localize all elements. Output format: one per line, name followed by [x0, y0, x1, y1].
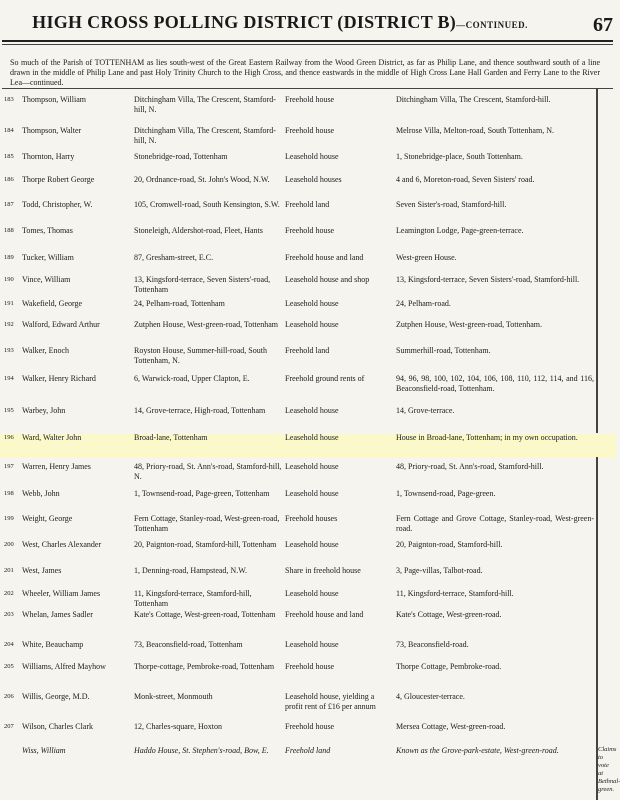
continued-label: —CONTINUED.: [456, 20, 528, 30]
voter-row: [0, 226, 615, 250]
entry-number: 201: [4, 567, 14, 574]
voter-row: [0, 589, 615, 609]
entry-number: 191: [4, 300, 14, 307]
intro-rule: [2, 88, 613, 89]
voter-row: [0, 374, 615, 404]
qualifying-property: Summerhill-road, Tottenham.: [396, 346, 491, 355]
voter-name: Ward, Walter John: [22, 433, 82, 442]
voter-name: Walker, Henry Richard: [22, 374, 96, 383]
voter-row: [0, 433, 615, 457]
voter-row: [0, 126, 615, 150]
voter-name: Walford, Edward Arthur: [22, 320, 100, 329]
voter-name: Vince, William: [22, 275, 71, 284]
qualifying-property: Ditchingham Villa, The Crescent, Stamford-hill.: [396, 95, 551, 104]
voter-row: [0, 175, 615, 197]
qualifying-property: 94, 96, 98, 100, 102, 104, 106, 108, 110, 112, 114, and 116, Beaconsfield-road, Tottenham.: [396, 374, 594, 393]
qualifying-property: Fern Cottage and Grove Cottage, Stanley-road, West-green-road.: [396, 514, 594, 533]
entry-number: 204: [4, 641, 14, 648]
place-of-abode: Monk-street, Monmouth: [134, 692, 213, 701]
place-of-abode: Broad-lane, Tottenham: [134, 433, 208, 442]
voter-row: [0, 152, 615, 174]
place-of-abode: Stoneleigh, Aldershot-road, Fleet, Hants: [134, 226, 263, 235]
voter-name: Wiss, William: [22, 746, 66, 755]
voter-name: Thompson, William: [22, 95, 86, 104]
place-of-abode: 24, Pelham-road, Tottenham: [134, 299, 225, 308]
place-of-abode: Thorpe-cottage, Pembroke-road, Tottenham: [134, 662, 275, 671]
entry-number: 197: [4, 463, 14, 470]
nature-of-qualification: Freehold land: [285, 200, 330, 209]
qualifying-property: House in Broad-lane, Tottenham; in my own occupation.: [396, 433, 578, 442]
voter-row: [0, 299, 615, 317]
entry-number: 198: [4, 490, 14, 497]
voter-name: Warren, Henry James: [22, 462, 91, 471]
qualifying-property: 1, Stonebridge-place, South Tottenham.: [396, 152, 523, 161]
voter-name: Whelan, James Sadler: [22, 610, 93, 619]
nature-of-qualification: Leasehold house: [285, 320, 339, 329]
place-of-abode: 1, Denning-road, Hampstead, N.W.: [134, 566, 248, 575]
entry-number: 183: [4, 96, 14, 103]
page-title: [0, 12, 560, 33]
nature-of-qualification: Freehold house: [285, 95, 335, 104]
voter-row: [0, 610, 615, 636]
header-rule: [2, 40, 613, 42]
place-of-abode: Zutphen House, West-green-road, Tottenham: [134, 320, 279, 329]
voter-name: West, Charles Alexander: [22, 540, 102, 549]
qualifying-property: 4 and 6, Moreton-road, Seven Sisters' road.: [396, 175, 535, 184]
qualifying-property: Zutphen House, West-green-road, Tottenham.: [396, 320, 543, 329]
nature-of-qualification: Freehold ground rents of: [285, 374, 365, 383]
district-description: So much of the Parish of TOTTENHAM as lies south-west of the Great Eastern Railway from the Wood Green District, as far as Philip Lane, and thence southward south of a line drawn in the middle of Philip Lane and past Holy Trinity Church to the High Cross, and thence eastwards in the middle of High Cross Lane Hall Garden and Ferry Lane to the River Lea—continued.: [10, 58, 600, 87]
entry-number: 184: [4, 127, 14, 134]
entry-number: 186: [4, 176, 14, 183]
nature-of-qualification: Leasehold house: [285, 589, 339, 598]
voter-row: [0, 346, 615, 372]
place-of-abode: Ditchingham Villa, The Crescent, Stamford-hill, N.: [134, 126, 276, 145]
nature-of-qualification: Freehold house and land: [285, 610, 364, 619]
entry-number: 187: [4, 201, 14, 208]
voter-row: [0, 462, 615, 486]
nature-of-qualification: Leasehold house, yielding a profit rent of £16 per annum: [285, 692, 376, 711]
entry-number: 192: [4, 321, 14, 328]
voter-name: Wakefield, George: [22, 299, 83, 308]
entry-number: 200: [4, 541, 14, 548]
entry-number: 185: [4, 153, 14, 160]
entry-number: 193: [4, 347, 14, 354]
entry-number: 202: [4, 590, 14, 597]
qualifying-property: 4, Gloucester-terrace.: [396, 692, 465, 701]
nature-of-qualification: Leasehold house and shop: [285, 275, 370, 284]
nature-of-qualification: Freehold house and land: [285, 253, 364, 262]
place-of-abode: 11, Kingsford-terrace, Stamford-hill, Tottenham: [134, 589, 252, 608]
qualifying-property: Leamington Lodge, Page-green-terrace.: [396, 226, 524, 235]
place-of-abode: 20, Paignton-road, Stamford-hill, Tottenham: [134, 540, 277, 549]
nature-of-qualification: Leasehold houses: [285, 175, 342, 184]
qualifying-property: 14, Grove-terrace.: [396, 406, 455, 415]
entry-number: 189: [4, 254, 14, 261]
entry-number: 205: [4, 663, 14, 670]
entry-number: 206: [4, 693, 14, 700]
entry-number: 203: [4, 611, 14, 618]
entry-number: 199: [4, 515, 14, 522]
voter-row: [0, 514, 615, 538]
voter-name: Wheeler, William James: [22, 589, 101, 598]
nature-of-qualification: Freehold land: [285, 346, 330, 355]
qualifying-property: Mersea Cottage, West-green-road.: [396, 722, 506, 731]
qualifying-property: 20, Paignton-road, Stamford-hill.: [396, 540, 503, 549]
qualifying-property: 3, Page-villas, Talbot-road.: [396, 566, 483, 575]
qualifying-property: 13, Kingsford-terrace, Seven Sisters'-road, Stamford-hill.: [396, 275, 580, 284]
header-rule-thin: [2, 44, 613, 45]
voter-row: [0, 566, 615, 586]
qualifying-property: 11, Kingsford-terrace, Stamford-hill.: [396, 589, 514, 598]
voter-name: Walker, Enoch: [22, 346, 70, 355]
place-of-abode: 12, Charles-square, Hoxton: [134, 722, 222, 731]
entry-number: 190: [4, 276, 14, 283]
place-of-abode: 105, Cromwell-road, South Kensington, S.W.: [134, 200, 280, 209]
place-of-abode: 1, Townsend-road, Page-green, Tottenham: [134, 489, 270, 498]
qualifying-property: Melrose Villa, Melton-road, South Tottenham, N.: [396, 126, 554, 135]
place-of-abode: Stonebridge-road, Tottenham: [134, 152, 228, 161]
page-number: 67: [593, 14, 613, 36]
qualifying-property: Thorpe Cottage, Pembroke-road.: [396, 662, 502, 671]
nature-of-qualification: Leasehold house: [285, 152, 339, 161]
voter-name: Todd, Christopher, W.: [22, 200, 93, 209]
qualifying-property: Known as the Grove-park-estate, West-green-road.: [396, 746, 559, 755]
qualifying-property: 48, Priory-road, St. Ann's-road, Stamford-hill.: [396, 462, 544, 471]
voter-row: [0, 640, 615, 658]
nature-of-qualification: Freehold house: [285, 662, 335, 671]
place-of-abode: 14, Grove-terrace, High-road, Tottenham: [134, 406, 266, 415]
qualifying-property: 24, Pelham-road.: [396, 299, 451, 308]
nature-of-qualification: Freehold land: [285, 746, 331, 755]
voter-row: [0, 489, 615, 509]
voter-row: [0, 200, 615, 222]
nature-of-qualification: Leasehold house: [285, 640, 339, 649]
voter-name: Willis, George, M.D.: [22, 692, 90, 701]
voter-name: Thorpe Robert George: [22, 175, 95, 184]
entry-number: 195: [4, 407, 14, 414]
nature-of-qualification: Leasehold house: [285, 462, 339, 471]
voter-name: White, Beauchamp: [22, 640, 84, 649]
place-of-abode: 73, Beaconsfield-road, Tottenham: [134, 640, 243, 649]
place-of-abode: 13, Kingsford-terrace, Seven Sisters'-road, Tottenham: [134, 275, 271, 294]
place-of-abode: 20, Ordnance-road, St. John's Wood, N.W.: [134, 175, 270, 184]
qualifying-property: Kate's Cottage, West-green-road.: [396, 610, 502, 619]
entry-number: 194: [4, 375, 14, 382]
place-of-abode: 87, Gresham-street, E.C.: [134, 253, 214, 262]
voter-row: [0, 540, 615, 562]
district-title: HIGH CROSS POLLING DISTRICT (DISTRICT B): [32, 12, 457, 32]
qualifying-property: 73, Beaconsfield-road.: [396, 640, 469, 649]
voter-name: Webb, John: [22, 489, 60, 498]
place-of-abode: Ditchingham Villa, The Crescent, Stamford-hill, N.: [134, 95, 276, 114]
nature-of-qualification: Freehold house: [285, 722, 335, 731]
entry-number: 207: [4, 723, 14, 730]
qualifying-property: West-green House.: [396, 253, 457, 262]
nature-of-qualification: Leasehold house: [285, 299, 339, 308]
claims-note: Claims to vote at Bethnal-green.: [598, 746, 620, 793]
nature-of-qualification: Freehold house: [285, 226, 335, 235]
place-of-abode: Royston House, Summer-hill-road, South Tottenham, N.: [134, 346, 267, 365]
voter-name: Weight, George: [22, 514, 73, 523]
qualifying-property: Seven Sister's-road, Stamford-hill.: [396, 200, 507, 209]
entry-number: 188: [4, 227, 14, 234]
place-of-abode: Kate's Cottage, West-green-road, Tottenham: [134, 610, 276, 619]
place-of-abode: Fern Cottage, Stanley-road, West-green-road, Tottenham: [134, 514, 280, 533]
voter-name: Warbey, John: [22, 406, 66, 415]
voter-row: [0, 722, 615, 742]
entry-number: 196: [4, 434, 14, 441]
place-of-abode: Haddo House, St. Stephen's-road, Bow, E.: [134, 746, 269, 755]
voter-row: [0, 95, 615, 119]
voter-row: [0, 253, 615, 273]
voter-name: Wilson, Charles Clark: [22, 722, 93, 731]
nature-of-qualification: Freehold houses: [285, 514, 338, 523]
voter-name: Williams, Alfred Mayhow: [22, 662, 106, 671]
nature-of-qualification: Leasehold house: [285, 540, 339, 549]
voter-name: Tucker, William: [22, 253, 74, 262]
place-of-abode: 6, Warwick-road, Upper Clapton, E.: [134, 374, 250, 383]
voter-name: Tomes, Thomas: [22, 226, 73, 235]
voter-row: [0, 746, 620, 793]
voter-row: [0, 320, 615, 344]
nature-of-qualification: Leasehold house: [285, 489, 339, 498]
voter-row: [0, 662, 615, 686]
nature-of-qualification: Freehold house: [285, 126, 335, 135]
voter-name: West, James: [22, 566, 62, 575]
voter-name: Thompson, Walter: [22, 126, 82, 135]
qualifying-property: 1, Townsend-road, Page-green.: [396, 489, 496, 498]
voter-row: [0, 692, 615, 720]
voter-row: [0, 406, 615, 430]
nature-of-qualification: Leasehold house: [285, 406, 339, 415]
nature-of-qualification: Leasehold house: [285, 433, 339, 442]
place-of-abode: 48, Priory-road, St. Ann's-road, Stamford-hill, N.: [134, 462, 282, 481]
voter-row: [0, 275, 615, 297]
voter-name: Thornton, Harry: [22, 152, 75, 161]
nature-of-qualification: Share in freehold house: [285, 566, 361, 575]
